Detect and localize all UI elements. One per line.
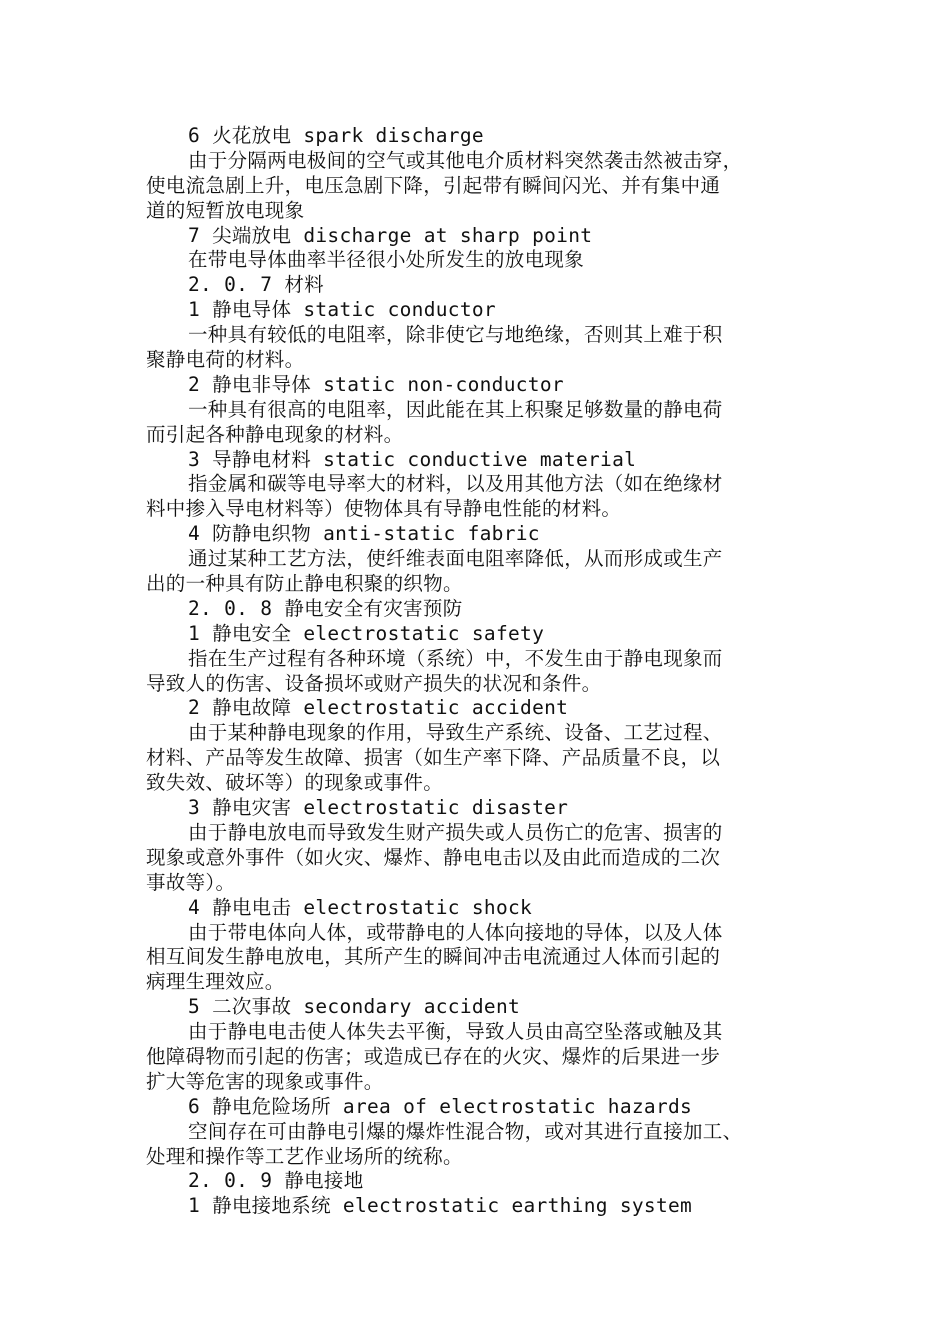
document-line: 致失效、破坏等）的现象或事件。 [146, 771, 444, 795]
document-line: 导致人的伤害、设备损坏或财产损失的状况和条件。 [146, 671, 602, 695]
document-line: 材料、产品等发生故障、损害（如生产率下降、产品质量不良，以 [146, 746, 721, 770]
document-line: 2 静电故障 electrostatic accident [188, 696, 569, 720]
document-line: 7 尖端放电 discharge at sharp point [188, 223, 593, 247]
document-line: 处理和操作等工艺作业场所的统称。 [146, 1144, 463, 1168]
document-line: 1 静电导体 static conductor [188, 298, 496, 322]
document-line: 由于静电放电而导致发生财产损失或人员伤亡的危害、损害的 [188, 820, 723, 844]
document-line: 料中掺入导电材料等）使物体具有导静电性能的材料。 [146, 497, 622, 521]
document-line: 相互间发生静电放电，其所产生的瞬间冲击电流通过人体而引起的 [146, 945, 721, 969]
document-line: 由于静电电击使人体失去平衡，导致人员由高空坠落或触及其 [188, 1020, 723, 1044]
document-line: 出的一种具有防止静电积聚的织物。 [146, 572, 463, 596]
document-line: 而引起各种静电现象的材料。 [146, 422, 404, 446]
document-line: 一种具有较低的电阻率，除非使它与地绝缘，否则其上难于积 [188, 323, 723, 347]
document-line: 事故等）。 [146, 870, 236, 894]
document-line: 一种具有很高的电阻率，因此能在其上积聚足够数量的静电荷 [188, 397, 723, 421]
document-line: 6 静电危险场所 area of electrostatic hazards [188, 1094, 693, 1118]
document-body [146, 124, 826, 1219]
document-line: 4 防静电织物 anti-static fabric [188, 522, 540, 546]
document-line: 1 静电安全 electrostatic safety [188, 621, 545, 645]
document-line: 通过某种工艺方法，使纤维表面电阻率降低，从而形成或生产 [188, 547, 723, 571]
document-line: 2. 0. 7 材料 [188, 273, 324, 297]
document-line: 由于分隔两电极间的空气或其他电介质材料突然袭击然被击穿， [188, 148, 743, 172]
document-line: 空间存在可由静电引爆的爆炸性混合物，或对其进行直接加工、 [188, 1119, 743, 1143]
document-line: 由于带电体向人体，或带静电的人体向接地的导体，以及人体 [188, 920, 723, 944]
document-line: 4 静电电击 electrostatic shock [188, 895, 533, 919]
document-line: 5 二次事故 secondary accident [188, 995, 521, 1019]
document-line: 病理生理效应。 [146, 970, 285, 994]
document-line: 6 火花放电 spark discharge [188, 124, 484, 147]
document-line: 1 静电接地系统 electrostatic earthing system [188, 1194, 693, 1218]
document-line: 2. 0. 9 静电接地 [188, 1169, 364, 1193]
document-line: 使电流急剧上升，电压急剧下降，引起带有瞬间闪光、并有集中通 [146, 173, 721, 197]
document-line: 他障碍物而引起的伤害；或造成已存在的火灾、爆炸的后果进一步 [146, 1044, 721, 1068]
document-line: 道的短暂放电现象 [146, 198, 305, 222]
document-line: 聚静电荷的材料。 [146, 348, 305, 372]
document-line: 在带电导体曲率半径很小处所发生的放电现象 [188, 248, 585, 272]
document-line: 扩大等危害的现象或事件。 [146, 1069, 384, 1093]
document-line: 2. 0. 8 静电安全有灾害预防 [188, 596, 463, 620]
document-line: 2 静电非导体 static non-conductor [188, 372, 564, 396]
document-line: 3 导静电材料 static conductive material [188, 447, 637, 471]
document-line: 指金属和碳等电导率大的材料，以及用其他方法（如在绝缘材 [188, 472, 723, 496]
document-line: 指在生产过程有各种环境（系统）中，不发生由于静电现象而 [188, 646, 723, 670]
document-line: 现象或意外事件（如火灾、爆炸、静电电击以及由此而造成的二次 [146, 845, 721, 869]
document-line: 3 静电灾害 electrostatic disaster [188, 796, 569, 820]
document-line: 由于某种静电现象的作用，导致生产系统、设备、工艺过程、 [188, 721, 723, 745]
